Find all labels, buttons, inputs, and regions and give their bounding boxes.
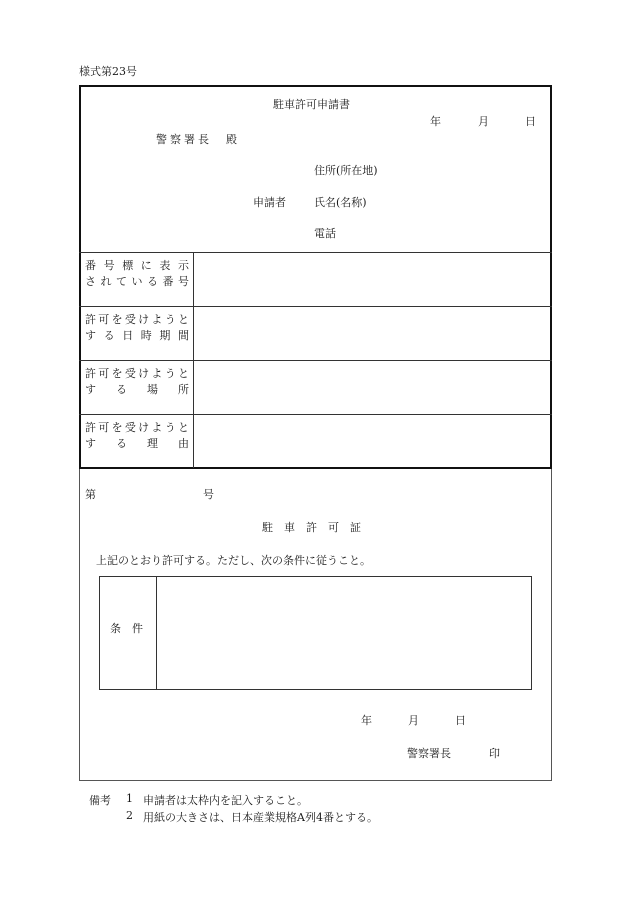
permit-statement: 上記のとおり許可する。ただし、次の条件に従うこと。 [96,554,371,567]
row-label-period [85,312,189,344]
form-number: 様式第23号 [79,65,137,78]
conditions-divider [156,576,157,690]
phone-label: 電話 [314,227,336,240]
permit-date-day: 日 [455,714,466,727]
table-row-divider [79,360,552,361]
addressee: 警察署長 殿 [156,133,240,146]
label-line: す る 理 由 [85,437,189,450]
name-label: 氏名(名称) [314,196,367,209]
table-top-line [79,252,552,253]
row-label-reason [85,420,189,452]
label-line: す る 場 所 [85,383,189,396]
conditions-box [99,576,532,690]
application-date-day: 日 [525,115,536,128]
label-line: 許 可 を 受 け よ う と [85,421,189,434]
permit-seal: 印 [489,747,500,760]
permit-title: 駐 車 許 可 証 [262,521,361,534]
applicant-label: 申請者 [253,196,286,209]
label-line: さ れ て い る 番 号 [85,275,189,288]
table-row-divider [79,306,552,307]
application-date-month: 月 [478,115,489,128]
label-line: す る 日 時 期 間 [85,329,189,342]
permit-number-prefix: 第 [85,488,96,501]
note-number: 1 [126,792,133,805]
notes-heading: 備考 [89,794,111,807]
permit-date-month: 月 [408,714,419,727]
row-label-place [85,366,189,398]
row-label-plate-number [85,258,189,290]
permit-issuer: 警察署長 [407,747,451,760]
application-title: 駐車許可申請書 [273,98,350,111]
conditions-label: 条 件 [110,622,143,635]
label-line: 許 可 を 受 け よ う と [85,313,189,326]
application-date-year: 年 [430,115,441,128]
label-line: 番 号 標 に 表 示 [85,259,189,272]
note-number: 2 [126,809,133,822]
address-label: 住所(所在地) [314,164,378,177]
label-line: 許 可 を 受 け よ う と [85,367,189,380]
note-text: 申請者は太枠内を記入すること。 [143,794,308,807]
table-row-divider [79,414,552,415]
table-column-divider [193,252,194,468]
permit-number-suffix: 号 [203,488,214,501]
permit-date-year: 年 [361,714,372,727]
note-text: 用紙の大きさは、日本産業規格A列4番とする。 [143,811,378,824]
